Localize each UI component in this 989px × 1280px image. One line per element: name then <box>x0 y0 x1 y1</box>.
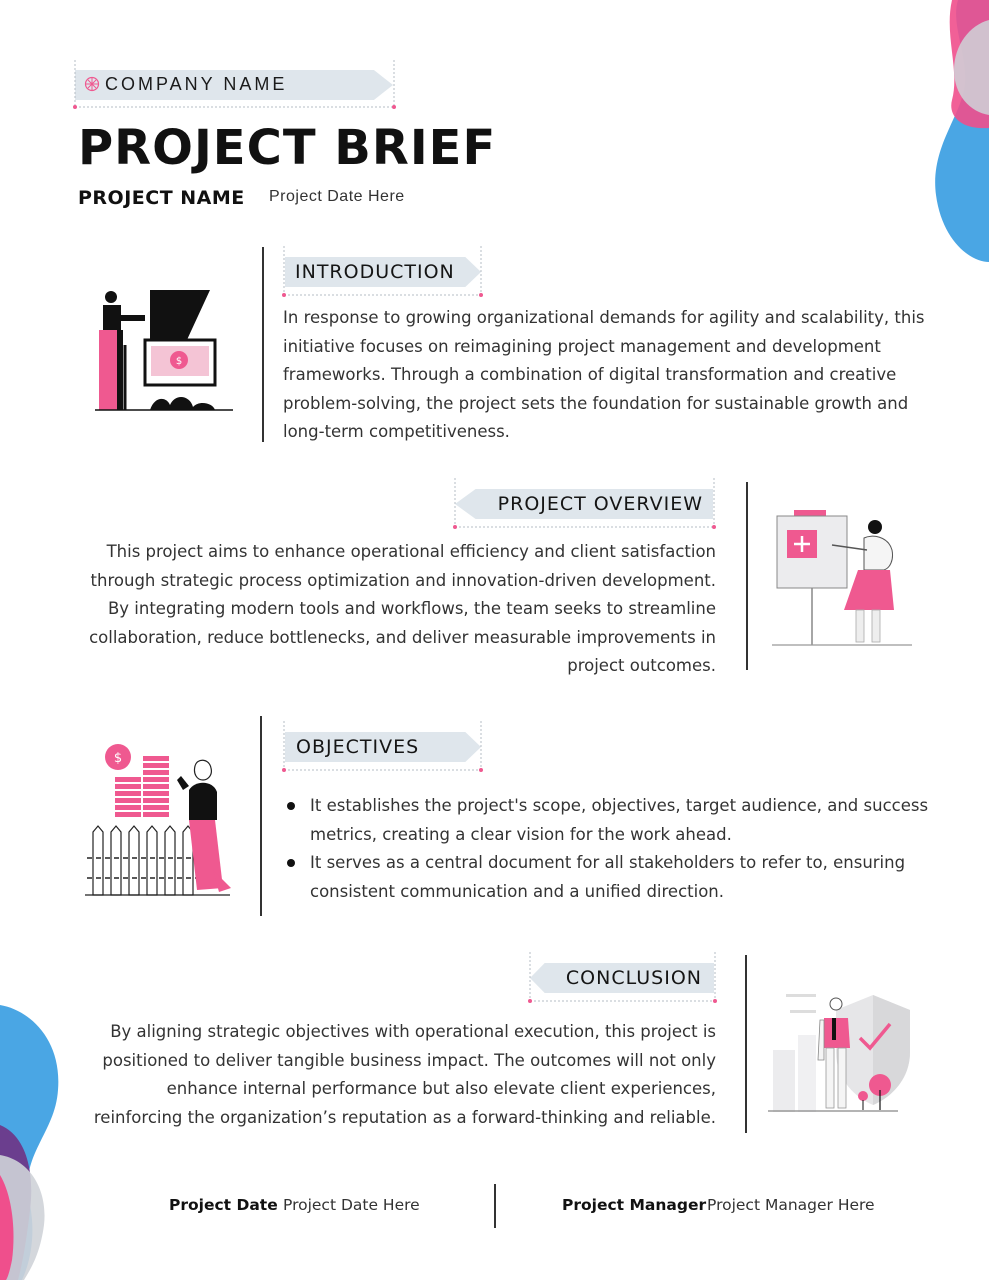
page-title: PROJECT BRIEF <box>78 120 497 176</box>
intro-heading-guides <box>282 246 486 300</box>
overview-line: through strategic process optimization and innovation-driven development. <box>90 570 716 590</box>
overview-heading: PROJECT OVERVIEW <box>497 493 703 515</box>
conclusion-text <box>60 1018 716 1132</box>
objective-line: It serves as a central document for all stakeholders to refer to, ensuring <box>310 853 906 873</box>
footer-divider <box>494 1184 496 1228</box>
intro-heading: INTRODUCTION <box>295 261 455 283</box>
overview-line: collaboration, reduce bottlenecks, and deliver measurable improvements in <box>89 627 716 647</box>
footer-manager-label: Project Manager <box>562 1196 707 1214</box>
conclusion-line: reinforcing the organization’s reputation as a forward-thinking and reliable. <box>93 1107 716 1127</box>
conclusion-line: enhance internal performance but also elevate client experiences, <box>166 1079 716 1099</box>
overview-text <box>60 538 716 681</box>
intro-line: long-term competitiveness. <box>283 422 510 442</box>
objectives-divider <box>260 716 262 916</box>
objectives-list <box>284 792 954 906</box>
svg-text:$: $ <box>175 356 183 367</box>
company-guides <box>72 60 400 112</box>
overview-line: This project aims to enhance operational efficiency and client satisfaction <box>106 542 716 561</box>
footer-date-label: Project Date <box>169 1196 278 1214</box>
objectives-heading: OBJECTIVES <box>296 736 420 758</box>
intro-line: initiative focuses on reimagining project management and development <box>283 336 881 356</box>
objective-item <box>284 792 954 849</box>
intro-line: In response to growing organizational demands for agility and scalability, this <box>283 308 925 327</box>
project-date: Project Date Here <box>269 188 405 205</box>
conclusion-line: By aligning strategic objectives with operational execution, this project is <box>110 1022 716 1041</box>
company-name: COMPANY NAME <box>105 74 288 94</box>
objectives-heading-guides <box>282 721 486 775</box>
decorative-blob-bottom-left <box>0 1005 62 1280</box>
objectives-illustration <box>85 740 235 900</box>
overview-line: project outcomes. <box>567 656 716 676</box>
overview-illustration <box>772 510 917 650</box>
decorative-blob-top-right <box>930 0 989 270</box>
intro-divider <box>262 247 264 442</box>
intro-illustration <box>95 285 235 415</box>
objective-line: consistent communication and a unified direction. <box>310 881 724 901</box>
objective-item <box>284 849 954 906</box>
intro-line: problem-solving, the project sets the foundation for sustainable growth and <box>283 393 909 413</box>
conclusion-line: positioned to deliver tangible business impact. The outcomes will not only <box>102 1050 716 1070</box>
svg-text:$: $ <box>113 751 123 766</box>
footer-date-value: Project Date Here <box>283 1196 420 1214</box>
project-name: PROJECT NAME <box>78 187 245 209</box>
objective-line: It establishes the project's scope, objectives, target audience, and success <box>310 796 929 815</box>
conclusion-heading: CONCLUSION <box>565 967 702 989</box>
overview-line: By integrating modern tools and workflows, the team seeks to streamline <box>107 599 716 619</box>
intro-line: frameworks. Through a combination of digital transformation and creative <box>283 365 897 385</box>
conclusion-divider <box>745 955 747 1133</box>
conclusion-illustration <box>768 990 918 1115</box>
intro-text <box>283 304 943 447</box>
overview-heading-guides <box>452 478 718 532</box>
conclusion-heading-guides <box>527 952 719 1006</box>
objective-line: metrics, creating a clear vision for the work ahead. <box>310 824 732 844</box>
overview-divider <box>746 482 748 670</box>
footer-manager-value: Project Manager Here <box>707 1196 875 1214</box>
